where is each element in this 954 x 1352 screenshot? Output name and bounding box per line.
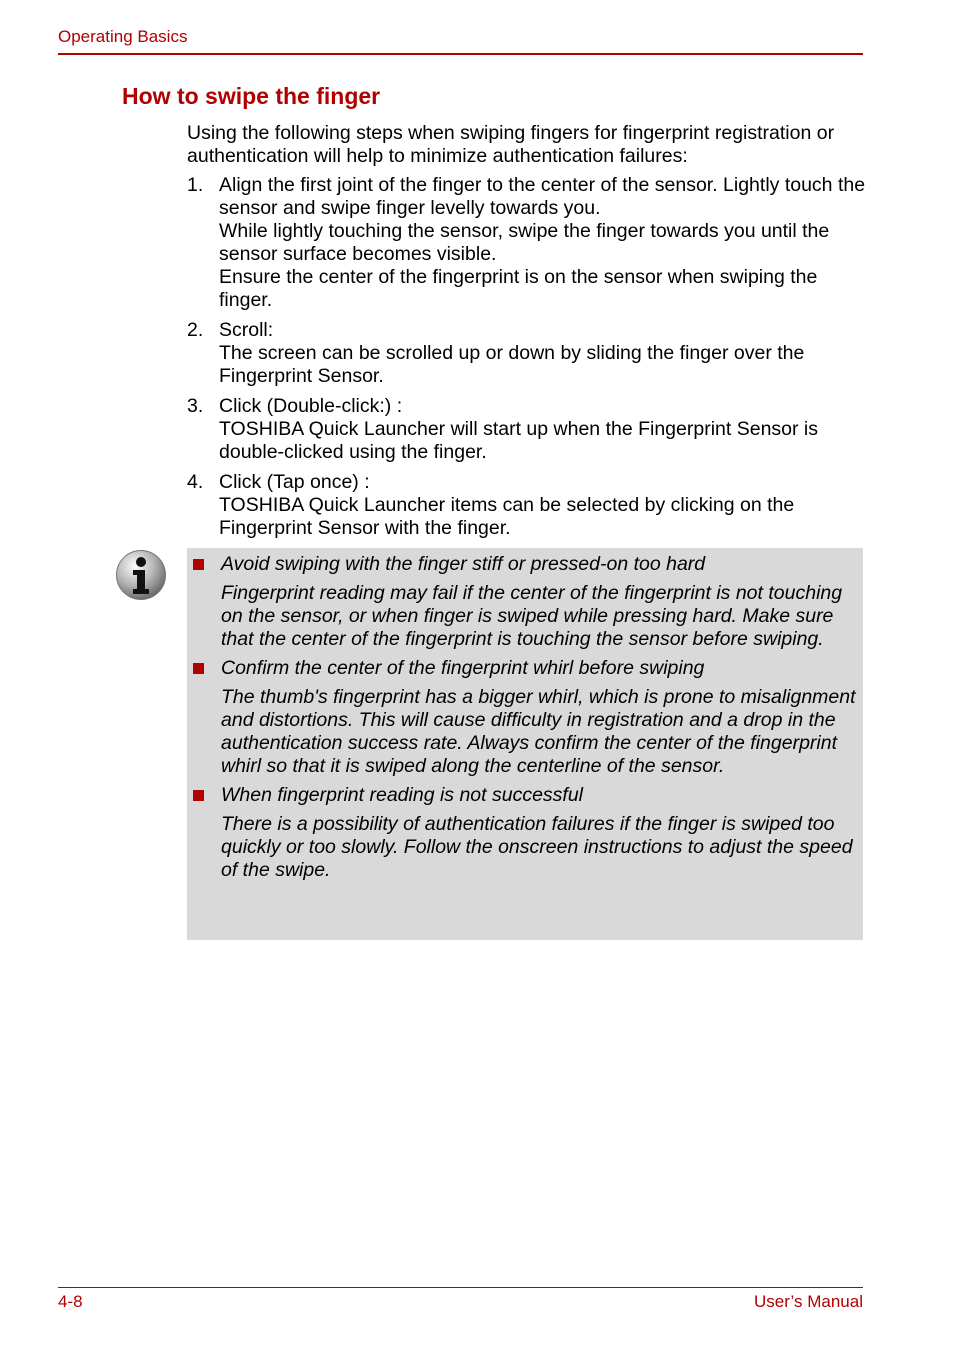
step-text: Scroll: [219,319,274,341]
square-bullet-icon [193,663,204,674]
step-item [187,319,867,388]
note-list [187,553,863,888]
note-item [187,784,863,882]
section-heading: How to swipe the finger [122,83,381,109]
note-body: The thumb's fingerprint has a bigger whirl, which is prone to misalignment and distortions. This will cause difficulty in registration and a drop in the authentication success rate. Always confirm the center of the fingerprint whirl so that it is swiped along the centerline of the sensor. [221,686,856,777]
note-body: There is a possibility of authentication failures if the finger is swiped too quickly or too slowly. Follow the onscreen instructions to adjust the speed of the swipe. [221,813,853,881]
info-icon [115,549,167,601]
step-item [187,395,867,464]
step-number: 3. [187,395,204,417]
square-bullet-icon [193,559,204,570]
step-text: The screen can be scrolled up or down by sliding the finger over the Fingerprint Sensor. [219,342,805,387]
step-text: TOSHIBA Quick Launcher items can be selected by clicking on the Fingerprint Sensor with the finger. [219,494,795,539]
note-item [187,553,863,651]
note-title: When fingerprint reading is not successful [221,784,584,806]
step-item [187,174,867,312]
note-body: Fingerprint reading may fail if the center of the fingerprint is not touching on the sensor, or when finger is swiped while pressing hard. Make sure that the center of the fingerprint is touching the sensor before swiping. [221,582,843,650]
intro-paragraph: Using the following steps when swiping fingers for fingerprint registration or authentication will help to minimize authentication failures: [187,122,835,167]
step-text: Click (Double-click:) : [219,395,403,417]
note-item [187,657,863,778]
note-title: Confirm the center of the fingerprint whirl before swiping [221,657,705,679]
note-box [187,548,863,940]
step-number: 2. [187,319,204,341]
step-text: Align the first joint of the finger to the center of the sensor. Lightly touch the sensor and swipe finger levelly towards you. [219,174,866,219]
steps-list [187,174,867,547]
running-header: Operating Basics [58,27,188,46]
manual-title: User’s Manual [754,1292,863,1311]
footer-divider [58,1287,863,1288]
step-text: Click (Tap once) : [219,471,370,493]
step-number: 4. [187,471,204,493]
square-bullet-icon [193,790,204,801]
step-number: 1. [187,174,204,196]
step-item [187,471,867,540]
step-text: While lightly touching the sensor, swipe the finger towards you until the sensor surface becomes visible. [219,220,830,265]
note-title: Avoid swiping with the finger stiff or pressed-on too hard [221,553,706,575]
step-text: Ensure the center of the fingerprint is on the sensor when swiping the finger. [219,266,818,311]
page-number: 4-8 [58,1292,83,1311]
step-text: TOSHIBA Quick Launcher will start up when the Fingerprint Sensor is double-clicked using the finger. [219,418,818,463]
header-divider [58,53,863,55]
